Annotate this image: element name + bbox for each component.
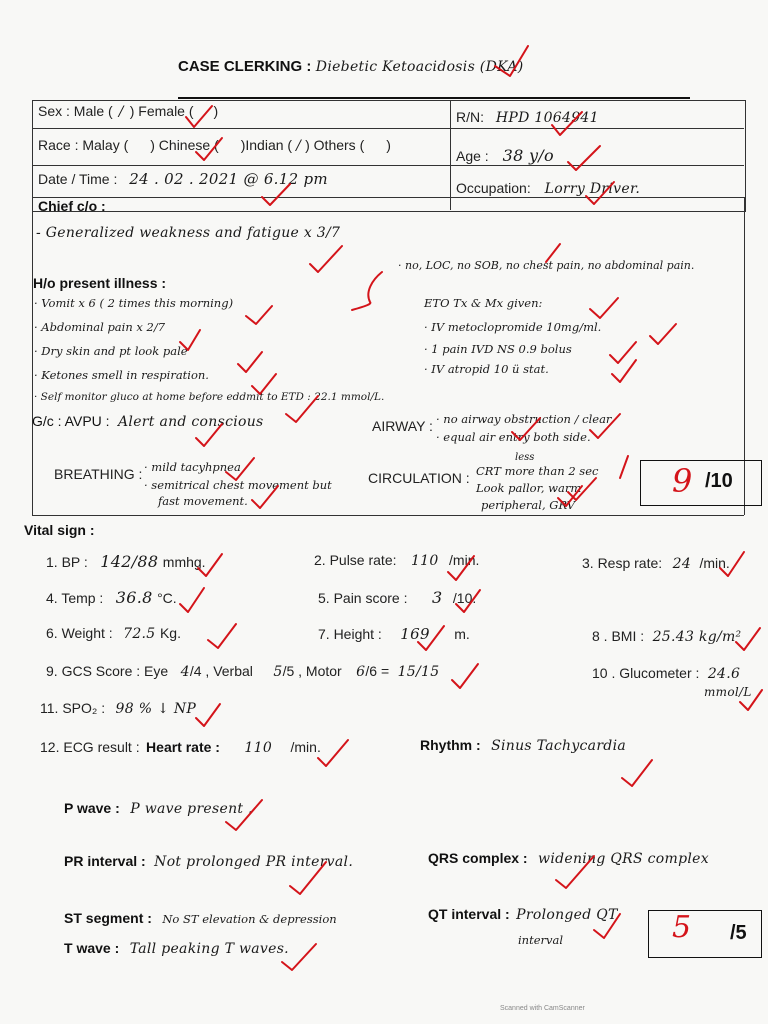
date-time-field: Date / Time : 24 . 02 . 2021 @ 6.12 pm — [38, 170, 328, 188]
gcs-verbal: 5 — [273, 664, 283, 680]
pwave-value: P wave present . — [130, 801, 253, 817]
hpi-negatives: · no, LOC, no SOB, no chest pain, no abdominal pain. — [398, 259, 695, 272]
bp-value: 142/88 — [100, 552, 159, 571]
chief-complaint-label: Chief c/o : — [38, 198, 106, 214]
check-mark — [620, 456, 628, 478]
body-left-border — [32, 197, 33, 515]
eto-item: · IV atropid 10 ü stat. — [424, 362, 549, 376]
vital-glucometer: 10 . Glucometer : 24.6 — [592, 665, 741, 682]
vital-weight: 6. Weight : 72.5 Kg. — [46, 625, 181, 642]
case-clerking-header — [178, 58, 523, 76]
hpi-item: · Self monitor gluco at home before eddmit to ETD : 22.1 mmol/L. — [34, 391, 385, 403]
breathing-line: · mild tacyhpnea — [144, 460, 241, 474]
qrs-value: widening QRS complex — [538, 851, 709, 867]
vital-pain: 5. Pain score : 3 /10. — [318, 588, 477, 607]
row-divider — [32, 197, 744, 198]
vital-bp: 1. BP : 142/88 mmhg. — [46, 552, 206, 571]
body-bottom-border — [32, 515, 744, 516]
check-mark — [310, 246, 342, 272]
demographics-divider — [450, 100, 451, 210]
race-field: Race : Malay ( ) Chinese ( )Indian ( / ) Others ( ) — [38, 137, 391, 154]
hr-value: 110 — [244, 740, 273, 756]
pulse-value: 110 — [410, 553, 439, 569]
vital-pulse: 2. Pulse rate: 110 /min. — [314, 552, 480, 569]
breathing-line: · semitrical chest movement but — [144, 478, 332, 492]
circulation-line: Look pallor, warm — [476, 481, 582, 495]
gcs-total: 15/15 — [397, 664, 440, 680]
score-total-exam: /10 — [705, 470, 733, 492]
check-mark — [238, 352, 262, 372]
score-awarded-exam: 9 — [672, 462, 693, 500]
vital-bmi: 8 . BMI : 25.43 kg/m² — [592, 628, 742, 645]
check-mark — [452, 664, 478, 688]
pain-value: 3 — [431, 588, 443, 607]
eto-item: · 1 pain IVD NS 0.9 bolus — [424, 342, 572, 356]
qt-value: Prolonged QT — [516, 907, 618, 923]
score-stroke — [352, 272, 382, 310]
gluco-value: 24.6 — [707, 666, 741, 682]
twave-value: Tall peaking T waves. — [129, 941, 289, 957]
pr-value: Not prolonged PR interval. — [154, 854, 354, 870]
ecg-p-wave: P wave : P wave present . — [64, 800, 253, 817]
gluco-unit: mmol/L — [704, 685, 752, 699]
occupation-value: Lorry Driver. — [544, 181, 641, 197]
resp-value: 24 — [672, 556, 692, 572]
gc-avpu-row: G/c : AVPU : Alert and conscious — [32, 413, 264, 430]
hpi-item: · Ketones smell in respiration. — [34, 368, 209, 382]
gcs-motor: 6 — [356, 664, 366, 680]
row-divider — [32, 165, 744, 166]
check-mark — [610, 342, 636, 363]
date-time-value: 24 . 02 . 2021 @ 6.12 pm — [129, 170, 328, 188]
vital-height: 7. Height : 169 m. — [318, 625, 470, 643]
weight-value: 72.5 — [123, 626, 156, 642]
rn-value: HPD 1064941 — [495, 110, 599, 126]
check-mark — [650, 324, 676, 344]
ecg-qt-interval: QT interval : Prolonged QT — [428, 906, 618, 923]
chief-complaint-text: - Generalized weakness and fatigue x 3/7 — [36, 225, 341, 241]
temp-value: 36.8 — [115, 588, 153, 607]
circulation-label: CIRCULATION : — [368, 470, 470, 486]
circulation-line: peripheral, GRV — [481, 498, 575, 512]
hpi-item: · Abdominal pain x 2/7 — [34, 320, 166, 334]
breathing-line: fast movement. — [158, 494, 248, 508]
check-mark — [246, 306, 272, 324]
vital-spo2: 11. SPO₂ : 98 % ↓ NP — [40, 700, 197, 717]
scanner-watermark: Scanned with CamScanner — [500, 1005, 585, 1012]
circulation-note: less — [515, 452, 535, 463]
st-value: No ST elevation & depression — [162, 912, 337, 926]
airway-line: · equal air entry both side. — [436, 430, 591, 444]
gcs-eye: 4 — [180, 664, 190, 680]
header-label: CASE CLERKING : — [178, 58, 312, 75]
qt-value-line2: interval — [518, 933, 564, 947]
airway-line: · no airway obstruction / clear — [436, 412, 612, 426]
age-value: 38 y/o — [502, 146, 554, 165]
spo2-value: 98 % ↓ NP — [115, 701, 197, 717]
header-diagnosis: Diebetic Ketoacidosis (DKA) — [315, 59, 524, 75]
vital-gcs: 9. GCS Score : Eye 4/4 , Verbal 5/5 , Motor 6/6 = 15/15 — [46, 663, 440, 680]
check-mark — [196, 704, 220, 726]
ecg-heart-rate: 12. ECG result : Heart rate : 110 /min. — [40, 739, 321, 756]
vital-temp: 4. Temp : 36.8 °C. — [46, 588, 177, 607]
gc-value: Alert and conscious — [118, 414, 264, 430]
hpi-label: H/o present illness : — [33, 275, 167, 291]
ecg-pr-interval: PR interval : Not prolonged PR interval. — [64, 853, 354, 870]
check-mark — [180, 588, 204, 612]
header-underline — [178, 97, 690, 99]
row-divider — [32, 128, 744, 129]
check-mark — [590, 298, 618, 318]
check-mark — [622, 760, 652, 786]
vital-signs-label: Vital sign : — [24, 522, 95, 538]
hpi-item: · Vomit x 6 ( 2 times this morning) — [34, 296, 234, 310]
score-total-ecg: /5 — [730, 922, 747, 944]
age-field: Age : 38 y/o — [456, 146, 554, 165]
check-mark — [612, 360, 636, 382]
vital-resp: 3. Resp rate: 24 /min. — [582, 555, 730, 572]
circulation-line: CRT more than 2 sec — [476, 464, 599, 478]
rhythm-value: Sinus Tachycardia — [491, 738, 626, 754]
score-awarded-ecg: 5 — [672, 910, 692, 945]
rn-field: R/N: HPD 1064941 — [456, 109, 599, 126]
ecg-st-segment: ST segment : No ST elevation & depression — [64, 910, 337, 926]
ecg-t-wave: T wave : Tall peaking T waves. — [64, 940, 289, 957]
bmi-value: 25.43 kg/m² — [652, 629, 742, 645]
hpi-item: · Dry skin and pt look pale — [34, 344, 188, 358]
check-mark — [208, 624, 236, 648]
eto-item: · IV metoclopromide 10mg/ml. — [424, 320, 602, 334]
breathing-label: BREATHING : — [54, 466, 143, 482]
ecg-rhythm: Rhythm : Sinus Tachycardia — [420, 737, 626, 754]
score-box-exam — [640, 460, 762, 506]
eto-title: ETO Tx & Mx given: — [424, 296, 543, 310]
ecg-qrs-complex: QRS complex : widening QRS complex — [428, 850, 709, 867]
height-value: 169 — [400, 625, 430, 643]
sex-field: Sex : Male ( / ) Female ( ) — [38, 103, 219, 120]
check-mark — [318, 740, 348, 766]
airway-label: AIRWAY : — [372, 418, 433, 434]
occupation-field: Occupation: Lorry Driver. — [456, 180, 641, 197]
